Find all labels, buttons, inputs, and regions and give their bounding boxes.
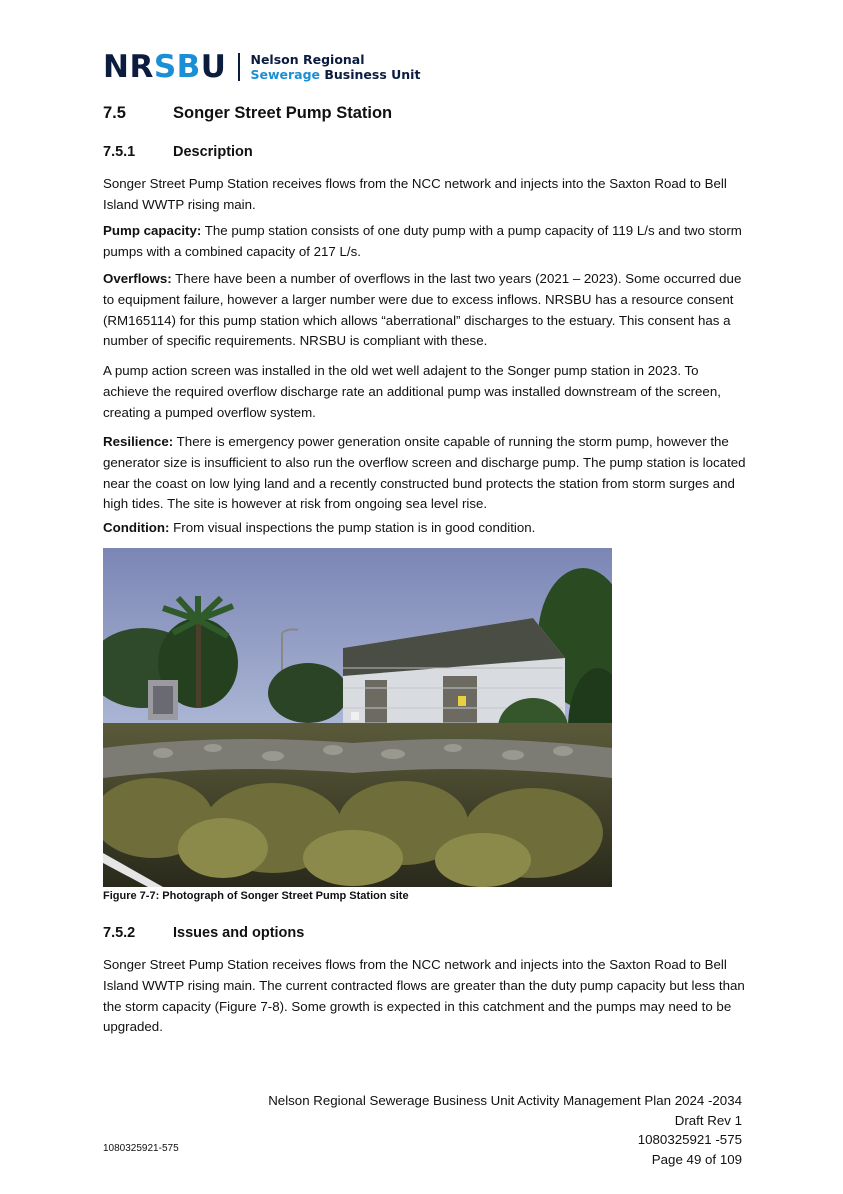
footer-page-number: Page 49 of 109 bbox=[651, 1151, 742, 1167]
logo-wordmark: NRSBU bbox=[103, 49, 227, 85]
section-heading: 7.5 Songer Street Pump Station bbox=[103, 104, 393, 122]
condition-paragraph: Condition: From visual inspections the pump station is in good condition. bbox=[103, 520, 536, 535]
footer-doc-id: 1080325921-575 bbox=[103, 1143, 179, 1154]
issues-paragraph: Songer Street Pump Station receives flows from the NCC network and injects into the Saxton Road to Bell Island WWTP rising main. The current contracted flows are greater than the duty pump capacity but less than the storm capacity (Figure 7-8). Some growth is expected in this catchment and the pumps may need to be upgraded. bbox=[103, 957, 745, 1035]
subsection-heading-issues: 7.5.2 Issues and options bbox=[103, 925, 305, 941]
footer-revision: Draft Rev 1 bbox=[674, 1112, 742, 1128]
resilience-paragraph: Resilience: There is emergency power generation onsite capable of running the storm pump, however the generator size is insufficient to also run the overflow screen and discharge pump. The pump station is located near the coast on low lying land and a recently constructed bund protects the station from storm surges and high tides. The site is however at risk from ongoing sea level rise. bbox=[103, 434, 746, 512]
logo-divider bbox=[238, 53, 240, 81]
description-intro: Songer Street Pump Station receives flows from the NCC network and injects into the Saxton Road to Bell Island WWTP rising main. bbox=[103, 176, 727, 212]
pump-station-photo bbox=[103, 548, 612, 887]
figure-caption: Figure 7-7: Photograph of Songer Street Pump Station site bbox=[103, 890, 409, 902]
subsection-heading-description: 7.5.1 Description bbox=[103, 144, 253, 160]
page-footer bbox=[268, 1091, 742, 1169]
footer-plan-title: Nelson Regional Sewerage Business Unit Activity Management Plan 2024 -2034 bbox=[268, 1093, 742, 1108]
pump-capacity-paragraph: Pump capacity: The pump station consists of one duty pump with a pump capacity of 119 L/s and two storm pumps with a combined capacity of 217 L/s. bbox=[103, 223, 742, 259]
footer-doc-number: 1080325921 -575 bbox=[637, 1132, 742, 1147]
overflows-paragraph: Overflows: There have been a number of overflows in the last two years (2021 – 2023). Some occurred due to equipment failure, however a larger number were due to excess inflows. NRSBU has a resource consent (RM165114) for this pump station which allows “aberrational” discharges to the estuary. This consent has a number of specific requirements. NRSBU is compliant with these. bbox=[103, 271, 742, 349]
logo-subtitle: Nelson Regional Sewerage Business Unit bbox=[250, 52, 421, 82]
screen-paragraph: A pump action screen was installed in the old wet well adajent to the Songer pump station in 2023. To achieve the required overflow discharge rate an additional pump was installed downstream of the screen, creating a pumped overflow system. bbox=[103, 363, 721, 420]
nrsbu-logo bbox=[103, 50, 420, 84]
